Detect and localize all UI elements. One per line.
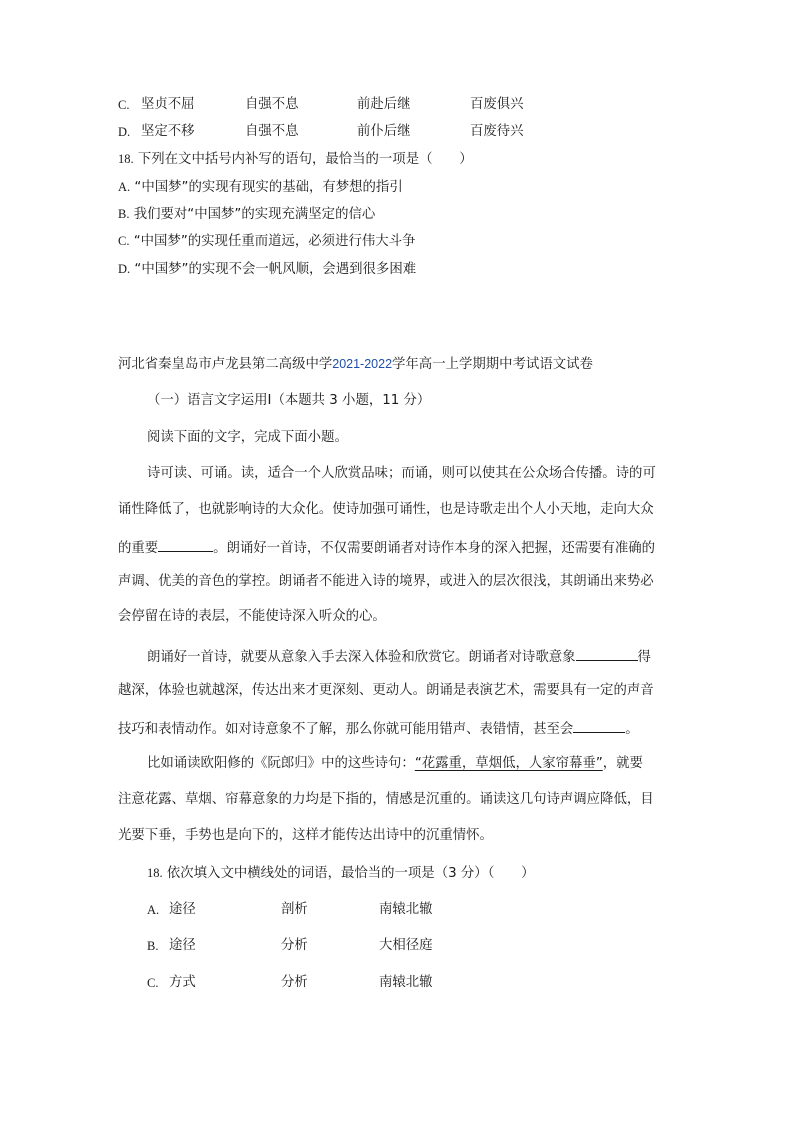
para2-line3-start: 技巧和表情动作。如对诗意象不了解，那么你就可能用错声、表错情，甚至会 xyxy=(118,722,574,737)
choice-word: 南辕北辙 xyxy=(379,975,433,990)
para2-line3 xyxy=(118,718,639,739)
para2-line1-end: 得 xyxy=(637,650,651,665)
document-title xyxy=(118,355,593,374)
option-letter: C. xyxy=(118,98,130,112)
question-text: 依次填入文中横线处的词语，最恰当的一项是（3 分）（ ） xyxy=(166,866,535,881)
question-number: 18. xyxy=(118,152,134,166)
answer-text: “中国梦”的实现不会一帆风顺，会遇到很多困难 xyxy=(134,262,417,277)
answer-text: 我们要对“中国梦”的实现充满坚定的信心 xyxy=(133,207,376,222)
choice-word: 方式 xyxy=(169,975,196,990)
option-letter: D. xyxy=(118,125,131,139)
title-year: 2021-2022 xyxy=(332,357,393,371)
question-18-top xyxy=(118,150,473,169)
para3-line3: 光要下垂，手势也是向下的，这样才能传达出诗中的沉重情怀。 xyxy=(118,828,493,843)
para2-line1 xyxy=(147,646,651,667)
para1-line3-start: 的重要 xyxy=(118,541,159,556)
answer-letter: C. xyxy=(118,234,130,248)
para2-line1-start: 朗诵好一首诗，就要从意象入手去深入体验和欣赏它。朗诵者对诗歌意象 xyxy=(147,650,576,665)
fill-blank-2[interactable] xyxy=(576,646,638,661)
option-word: 前赴后继 xyxy=(357,97,411,112)
option-word: 坚定不移 xyxy=(141,124,195,139)
choice-letter: A. xyxy=(147,903,160,917)
option-word: 坚贞不屈 xyxy=(141,97,195,112)
title-prefix: 河北省秦皇岛市卢龙县第二高级中学 xyxy=(118,357,333,372)
choice-word: 分析 xyxy=(281,938,308,953)
choice-letter: B. xyxy=(147,939,159,953)
para3-line1 xyxy=(147,755,643,773)
para3-line1-start: 比如诵读欧阳修的《阮郎归》中的这些诗句： xyxy=(147,756,415,771)
para3-line2: 注意花露、草烟、帘幕意象的力均是下指的，情感是沉重的。诵读这几句诗声调应降低，目 xyxy=(118,792,654,807)
fill-blank-1[interactable] xyxy=(158,537,213,552)
choice-word: 剖析 xyxy=(281,902,308,917)
para1-line2: 诵性降低了，也就影响诗的大众化。使诗加强可诵性，也是诗歌走出个人小天地，走向大众 xyxy=(118,502,654,517)
answer-d xyxy=(118,260,416,279)
para1-line4: 声调、优美的音色的掌控。朗诵者不能进入诗的境界，或进入的层次很浅，其朗诵出来势必 xyxy=(118,574,654,589)
option-word: 百废俱兴 xyxy=(470,97,524,112)
question-18-bottom xyxy=(147,864,535,883)
choice-word: 途径 xyxy=(169,938,196,953)
choice-word: 大相径庭 xyxy=(379,938,433,953)
option-word: 自强不息 xyxy=(245,97,299,112)
fill-blank-3[interactable] xyxy=(573,718,625,733)
para1-line1: 诗可读、可诵。读，适合一个人欣赏品味；而诵，则可以使其在公众场合传播。诗的可 xyxy=(147,466,656,481)
answer-text: “中国梦”的实现有现实的基础，有梦想的指引 xyxy=(134,180,403,195)
question-number: 18. xyxy=(147,866,163,880)
answer-a xyxy=(118,178,403,197)
poem-quote: “花露重，草烟低，人家帘幕垂” xyxy=(414,756,603,771)
para1-line3-end: 。朗诵好一首诗，不仅需要朗诵者对诗作本身的深入把握，还需要有准确的 xyxy=(213,541,656,556)
option-word: 百废待兴 xyxy=(470,124,524,139)
answer-text: “中国梦”的实现任重而道远，必须进行伟大斗争 xyxy=(133,234,416,249)
para1-line5: 会停留在诗的表层，不能使诗深入听众的心。 xyxy=(118,609,386,624)
para1-line3 xyxy=(118,537,655,558)
answer-c xyxy=(118,232,415,251)
option-word: 前仆后继 xyxy=(357,124,411,139)
choice-word: 途径 xyxy=(169,902,196,917)
choice-letter: C. xyxy=(147,976,159,990)
para2-line3-end: 。 xyxy=(625,722,639,737)
question-text: 下列在文中括号内补写的语句，最恰当的一项是（ ） xyxy=(137,152,473,167)
answer-letter: A. xyxy=(118,180,131,194)
para3-line1-end: ，就要 xyxy=(602,756,643,771)
answer-letter: B. xyxy=(118,207,130,221)
choice-word: 南辕北辙 xyxy=(379,902,433,917)
option-word: 自强不息 xyxy=(245,124,299,139)
title-suffix: 学年高一上学期期中考试语文试卷 xyxy=(392,357,593,372)
answer-letter: D. xyxy=(118,262,131,276)
para2-line2: 越深，体验也就越深，传达出来才更深刻、更动人。朗诵是表演艺术，需要具有一定的声音 xyxy=(118,683,654,698)
answer-b xyxy=(118,205,375,224)
section-subheading: （一）语言文字运用Ⅰ（本题共 3 小题，11 分） xyxy=(147,393,431,408)
reading-instruction: 阅读下面的文字，完成下面小题。 xyxy=(147,430,348,445)
choice-word: 分析 xyxy=(281,975,308,990)
